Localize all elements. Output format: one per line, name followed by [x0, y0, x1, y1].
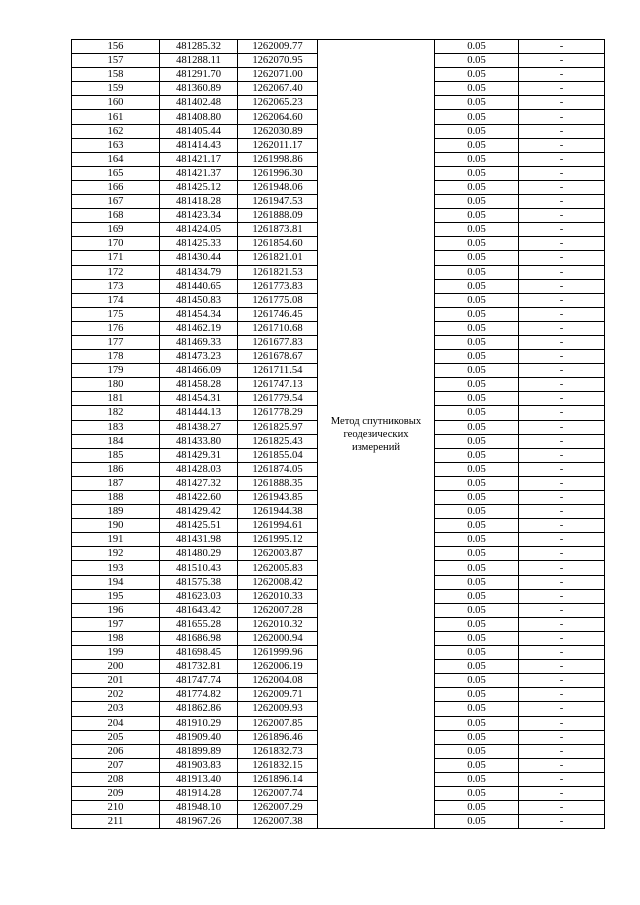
- y-coordinate-cell: 1261711.54: [238, 364, 318, 378]
- x-coordinate-cell: 481444.13: [160, 406, 238, 420]
- accuracy-cell: 0.05: [435, 152, 519, 166]
- point-number-cell: 207: [72, 758, 160, 772]
- accuracy-cell: 0.05: [435, 237, 519, 251]
- note-cell: -: [519, 491, 605, 505]
- point-number-cell: 161: [72, 110, 160, 124]
- accuracy-cell: 0.05: [435, 209, 519, 223]
- note-cell: -: [519, 744, 605, 758]
- point-number-cell: 202: [72, 688, 160, 702]
- accuracy-cell: 0.05: [435, 321, 519, 335]
- point-number-cell: 175: [72, 307, 160, 321]
- accuracy-cell: 0.05: [435, 293, 519, 307]
- note-cell: -: [519, 54, 605, 68]
- accuracy-cell: 0.05: [435, 631, 519, 645]
- accuracy-cell: 0.05: [435, 547, 519, 561]
- note-cell: -: [519, 279, 605, 293]
- y-coordinate-cell: 1261888.35: [238, 476, 318, 490]
- y-coordinate-cell: 1262010.32: [238, 617, 318, 631]
- x-coordinate-cell: 481285.32: [160, 40, 238, 54]
- y-coordinate-cell: 1262007.28: [238, 603, 318, 617]
- accuracy-cell: 0.05: [435, 533, 519, 547]
- point-number-cell: 172: [72, 265, 160, 279]
- y-coordinate-cell: 1262007.38: [238, 815, 318, 829]
- point-number-cell: 181: [72, 392, 160, 406]
- y-coordinate-cell: 1261874.05: [238, 462, 318, 476]
- accuracy-cell: 0.05: [435, 110, 519, 124]
- y-coordinate-cell: 1262007.85: [238, 716, 318, 730]
- y-coordinate-cell: 1261747.13: [238, 378, 318, 392]
- point-number-cell: 167: [72, 195, 160, 209]
- point-number-cell: 208: [72, 772, 160, 786]
- note-cell: -: [519, 124, 605, 138]
- x-coordinate-cell: 481686.98: [160, 631, 238, 645]
- y-coordinate-cell: 1262005.83: [238, 561, 318, 575]
- note-cell: -: [519, 392, 605, 406]
- x-coordinate-cell: 481433.80: [160, 434, 238, 448]
- note-cell: -: [519, 660, 605, 674]
- x-coordinate-cell: 481910.29: [160, 716, 238, 730]
- x-coordinate-cell: 481655.28: [160, 617, 238, 631]
- accuracy-cell: 0.05: [435, 561, 519, 575]
- x-coordinate-cell: 481421.17: [160, 152, 238, 166]
- note-cell: -: [519, 180, 605, 194]
- note-cell: -: [519, 462, 605, 476]
- point-number-cell: 159: [72, 82, 160, 96]
- note-cell: -: [519, 406, 605, 420]
- y-coordinate-cell: 1262006.19: [238, 660, 318, 674]
- y-coordinate-cell: 1261779.54: [238, 392, 318, 406]
- accuracy-cell: 0.05: [435, 801, 519, 815]
- accuracy-cell: 0.05: [435, 420, 519, 434]
- note-cell: -: [519, 758, 605, 772]
- accuracy-cell: 0.05: [435, 589, 519, 603]
- accuracy-cell: 0.05: [435, 335, 519, 349]
- point-number-cell: 158: [72, 68, 160, 82]
- accuracy-cell: 0.05: [435, 434, 519, 448]
- x-coordinate-cell: 481469.33: [160, 335, 238, 349]
- point-number-cell: 165: [72, 166, 160, 180]
- x-coordinate-cell: 481575.38: [160, 575, 238, 589]
- note-cell: -: [519, 335, 605, 349]
- note-cell: -: [519, 237, 605, 251]
- note-cell: -: [519, 307, 605, 321]
- coordinates-table: [71, 39, 605, 829]
- point-number-cell: 188: [72, 491, 160, 505]
- y-coordinate-cell: 1261832.73: [238, 744, 318, 758]
- accuracy-cell: 0.05: [435, 378, 519, 392]
- x-coordinate-cell: 481421.37: [160, 166, 238, 180]
- point-number-cell: 205: [72, 730, 160, 744]
- point-number-cell: 177: [72, 335, 160, 349]
- table-row: [72, 40, 605, 54]
- accuracy-cell: 0.05: [435, 758, 519, 772]
- y-coordinate-cell: 1261999.96: [238, 646, 318, 660]
- point-number-cell: 203: [72, 702, 160, 716]
- x-coordinate-cell: 481429.42: [160, 505, 238, 519]
- point-number-cell: 204: [72, 716, 160, 730]
- accuracy-cell: 0.05: [435, 674, 519, 688]
- accuracy-cell: 0.05: [435, 68, 519, 82]
- x-coordinate-cell: 481903.83: [160, 758, 238, 772]
- note-cell: -: [519, 68, 605, 82]
- y-coordinate-cell: 1262000.94: [238, 631, 318, 645]
- accuracy-cell: 0.05: [435, 815, 519, 829]
- accuracy-cell: 0.05: [435, 462, 519, 476]
- note-cell: -: [519, 716, 605, 730]
- y-coordinate-cell: 1261998.86: [238, 152, 318, 166]
- y-coordinate-cell: 1261775.08: [238, 293, 318, 307]
- x-coordinate-cell: 481428.03: [160, 462, 238, 476]
- y-coordinate-cell: 1261873.81: [238, 223, 318, 237]
- y-coordinate-cell: 1261773.83: [238, 279, 318, 293]
- note-cell: -: [519, 293, 605, 307]
- accuracy-cell: 0.05: [435, 786, 519, 800]
- y-coordinate-cell: 1262010.33: [238, 589, 318, 603]
- x-coordinate-cell: 481967.26: [160, 815, 238, 829]
- accuracy-cell: 0.05: [435, 688, 519, 702]
- point-number-cell: 160: [72, 96, 160, 110]
- note-cell: -: [519, 702, 605, 716]
- accuracy-cell: 0.05: [435, 646, 519, 660]
- note-cell: -: [519, 166, 605, 180]
- note-cell: -: [519, 82, 605, 96]
- accuracy-cell: 0.05: [435, 265, 519, 279]
- point-number-cell: 211: [72, 815, 160, 829]
- accuracy-cell: 0.05: [435, 519, 519, 533]
- y-coordinate-cell: 1262030.89: [238, 124, 318, 138]
- accuracy-cell: 0.05: [435, 730, 519, 744]
- point-number-cell: 185: [72, 448, 160, 462]
- point-number-cell: 198: [72, 631, 160, 645]
- point-number-cell: 173: [72, 279, 160, 293]
- y-coordinate-cell: 1262011.17: [238, 138, 318, 152]
- y-coordinate-cell: 1262070.95: [238, 54, 318, 68]
- y-coordinate-cell: 1261947.53: [238, 195, 318, 209]
- x-coordinate-cell: 481732.81: [160, 660, 238, 674]
- point-number-cell: 210: [72, 801, 160, 815]
- note-cell: -: [519, 350, 605, 364]
- point-number-cell: 194: [72, 575, 160, 589]
- x-coordinate-cell: 481434.79: [160, 265, 238, 279]
- accuracy-cell: 0.05: [435, 448, 519, 462]
- y-coordinate-cell: 1262009.71: [238, 688, 318, 702]
- point-number-cell: 169: [72, 223, 160, 237]
- point-number-cell: 171: [72, 251, 160, 265]
- note-cell: -: [519, 195, 605, 209]
- point-number-cell: 193: [72, 561, 160, 575]
- point-number-cell: 209: [72, 786, 160, 800]
- x-coordinate-cell: 481288.11: [160, 54, 238, 68]
- accuracy-cell: 0.05: [435, 575, 519, 589]
- y-coordinate-cell: 1262008.42: [238, 575, 318, 589]
- x-coordinate-cell: 481643.42: [160, 603, 238, 617]
- x-coordinate-cell: 481510.43: [160, 561, 238, 575]
- note-cell: -: [519, 533, 605, 547]
- y-coordinate-cell: 1262067.40: [238, 82, 318, 96]
- accuracy-cell: 0.05: [435, 660, 519, 674]
- note-cell: -: [519, 251, 605, 265]
- y-coordinate-cell: 1262003.87: [238, 547, 318, 561]
- note-cell: -: [519, 96, 605, 110]
- point-number-cell: 197: [72, 617, 160, 631]
- x-coordinate-cell: 481948.10: [160, 801, 238, 815]
- note-cell: -: [519, 434, 605, 448]
- y-coordinate-cell: 1262064.60: [238, 110, 318, 124]
- note-cell: -: [519, 617, 605, 631]
- accuracy-cell: 0.05: [435, 744, 519, 758]
- point-number-cell: 199: [72, 646, 160, 660]
- note-cell: -: [519, 801, 605, 815]
- x-coordinate-cell: 481458.28: [160, 378, 238, 392]
- point-number-cell: 191: [72, 533, 160, 547]
- accuracy-cell: 0.05: [435, 96, 519, 110]
- x-coordinate-cell: 481909.40: [160, 730, 238, 744]
- coordinates-table-body: [72, 40, 605, 829]
- x-coordinate-cell: 481402.48: [160, 96, 238, 110]
- accuracy-cell: 0.05: [435, 392, 519, 406]
- y-coordinate-cell: 1261677.83: [238, 335, 318, 349]
- accuracy-cell: 0.05: [435, 716, 519, 730]
- x-coordinate-cell: 481425.51: [160, 519, 238, 533]
- point-number-cell: 183: [72, 420, 160, 434]
- accuracy-cell: 0.05: [435, 180, 519, 194]
- y-coordinate-cell: 1261821.53: [238, 265, 318, 279]
- note-cell: -: [519, 321, 605, 335]
- y-coordinate-cell: 1261855.04: [238, 448, 318, 462]
- note-cell: -: [519, 575, 605, 589]
- note-cell: -: [519, 772, 605, 786]
- note-cell: -: [519, 448, 605, 462]
- accuracy-cell: 0.05: [435, 195, 519, 209]
- accuracy-cell: 0.05: [435, 491, 519, 505]
- note-cell: -: [519, 110, 605, 124]
- y-coordinate-cell: 1261996.30: [238, 166, 318, 180]
- y-coordinate-cell: 1262071.00: [238, 68, 318, 82]
- accuracy-cell: 0.05: [435, 406, 519, 420]
- x-coordinate-cell: 481440.65: [160, 279, 238, 293]
- y-coordinate-cell: 1261821.01: [238, 251, 318, 265]
- point-number-cell: 206: [72, 744, 160, 758]
- point-number-cell: 187: [72, 476, 160, 490]
- accuracy-cell: 0.05: [435, 505, 519, 519]
- y-coordinate-cell: 1262007.74: [238, 786, 318, 800]
- note-cell: -: [519, 378, 605, 392]
- x-coordinate-cell: 481291.70: [160, 68, 238, 82]
- method-cell: Метод спутниковых геодезических измерений: [318, 40, 435, 829]
- x-coordinate-cell: 481425.33: [160, 237, 238, 251]
- point-number-cell: 192: [72, 547, 160, 561]
- point-number-cell: 168: [72, 209, 160, 223]
- x-coordinate-cell: 481430.44: [160, 251, 238, 265]
- point-number-cell: 189: [72, 505, 160, 519]
- y-coordinate-cell: 1261943.85: [238, 491, 318, 505]
- note-cell: -: [519, 561, 605, 575]
- point-number-cell: 195: [72, 589, 160, 603]
- y-coordinate-cell: 1262009.77: [238, 40, 318, 54]
- y-coordinate-cell: 1261948.06: [238, 180, 318, 194]
- x-coordinate-cell: 481480.29: [160, 547, 238, 561]
- note-cell: -: [519, 603, 605, 617]
- x-coordinate-cell: 481414.43: [160, 138, 238, 152]
- y-coordinate-cell: 1262065.23: [238, 96, 318, 110]
- x-coordinate-cell: 481427.32: [160, 476, 238, 490]
- point-number-cell: 163: [72, 138, 160, 152]
- note-cell: -: [519, 589, 605, 603]
- x-coordinate-cell: 481473.23: [160, 350, 238, 364]
- y-coordinate-cell: 1261746.45: [238, 307, 318, 321]
- point-number-cell: 196: [72, 603, 160, 617]
- accuracy-cell: 0.05: [435, 603, 519, 617]
- x-coordinate-cell: 481418.28: [160, 195, 238, 209]
- note-cell: -: [519, 674, 605, 688]
- y-coordinate-cell: 1262007.29: [238, 801, 318, 815]
- y-coordinate-cell: 1261896.46: [238, 730, 318, 744]
- x-coordinate-cell: 481425.12: [160, 180, 238, 194]
- point-number-cell: 182: [72, 406, 160, 420]
- note-cell: -: [519, 138, 605, 152]
- accuracy-cell: 0.05: [435, 476, 519, 490]
- note-cell: -: [519, 364, 605, 378]
- accuracy-cell: 0.05: [435, 251, 519, 265]
- note-cell: -: [519, 265, 605, 279]
- x-coordinate-cell: 481914.28: [160, 786, 238, 800]
- x-coordinate-cell: 481438.27: [160, 420, 238, 434]
- point-number-cell: 166: [72, 180, 160, 194]
- note-cell: -: [519, 505, 605, 519]
- accuracy-cell: 0.05: [435, 223, 519, 237]
- note-cell: -: [519, 786, 605, 800]
- x-coordinate-cell: 481360.89: [160, 82, 238, 96]
- note-cell: -: [519, 209, 605, 223]
- accuracy-cell: 0.05: [435, 40, 519, 54]
- x-coordinate-cell: 481462.19: [160, 321, 238, 335]
- point-number-cell: 201: [72, 674, 160, 688]
- accuracy-cell: 0.05: [435, 617, 519, 631]
- accuracy-cell: 0.05: [435, 364, 519, 378]
- y-coordinate-cell: 1261825.43: [238, 434, 318, 448]
- accuracy-cell: 0.05: [435, 772, 519, 786]
- x-coordinate-cell: 481450.83: [160, 293, 238, 307]
- accuracy-cell: 0.05: [435, 166, 519, 180]
- y-coordinate-cell: 1261995.12: [238, 533, 318, 547]
- y-coordinate-cell: 1261994.61: [238, 519, 318, 533]
- x-coordinate-cell: 481466.09: [160, 364, 238, 378]
- y-coordinate-cell: 1261888.09: [238, 209, 318, 223]
- note-cell: -: [519, 815, 605, 829]
- point-number-cell: 170: [72, 237, 160, 251]
- x-coordinate-cell: 481431.98: [160, 533, 238, 547]
- x-coordinate-cell: 481454.31: [160, 392, 238, 406]
- point-number-cell: 180: [72, 378, 160, 392]
- x-coordinate-cell: 481623.03: [160, 589, 238, 603]
- point-number-cell: 156: [72, 40, 160, 54]
- point-number-cell: 179: [72, 364, 160, 378]
- note-cell: -: [519, 631, 605, 645]
- x-coordinate-cell: 481774.82: [160, 688, 238, 702]
- accuracy-cell: 0.05: [435, 82, 519, 96]
- note-cell: -: [519, 730, 605, 744]
- point-number-cell: 176: [72, 321, 160, 335]
- point-number-cell: 186: [72, 462, 160, 476]
- point-number-cell: 164: [72, 152, 160, 166]
- point-number-cell: 190: [72, 519, 160, 533]
- note-cell: -: [519, 40, 605, 54]
- x-coordinate-cell: 481424.05: [160, 223, 238, 237]
- note-cell: -: [519, 646, 605, 660]
- y-coordinate-cell: 1261825.97: [238, 420, 318, 434]
- y-coordinate-cell: 1261778.29: [238, 406, 318, 420]
- x-coordinate-cell: 481423.34: [160, 209, 238, 223]
- note-cell: -: [519, 223, 605, 237]
- accuracy-cell: 0.05: [435, 702, 519, 716]
- y-coordinate-cell: 1262004.08: [238, 674, 318, 688]
- point-number-cell: 162: [72, 124, 160, 138]
- y-coordinate-cell: 1261944.38: [238, 505, 318, 519]
- x-coordinate-cell: 481422.60: [160, 491, 238, 505]
- note-cell: -: [519, 519, 605, 533]
- x-coordinate-cell: 481698.45: [160, 646, 238, 660]
- x-coordinate-cell: 481899.89: [160, 744, 238, 758]
- accuracy-cell: 0.05: [435, 350, 519, 364]
- accuracy-cell: 0.05: [435, 124, 519, 138]
- y-coordinate-cell: 1261832.15: [238, 758, 318, 772]
- x-coordinate-cell: 481408.80: [160, 110, 238, 124]
- x-coordinate-cell: 481454.34: [160, 307, 238, 321]
- note-cell: -: [519, 547, 605, 561]
- point-number-cell: 200: [72, 660, 160, 674]
- x-coordinate-cell: 481913.40: [160, 772, 238, 786]
- note-cell: -: [519, 152, 605, 166]
- point-number-cell: 178: [72, 350, 160, 364]
- y-coordinate-cell: 1261896.14: [238, 772, 318, 786]
- note-cell: -: [519, 688, 605, 702]
- accuracy-cell: 0.05: [435, 54, 519, 68]
- point-number-cell: 184: [72, 434, 160, 448]
- accuracy-cell: 0.05: [435, 279, 519, 293]
- x-coordinate-cell: 481862.86: [160, 702, 238, 716]
- note-cell: -: [519, 476, 605, 490]
- accuracy-cell: 0.05: [435, 138, 519, 152]
- note-cell: -: [519, 420, 605, 434]
- y-coordinate-cell: 1261710.68: [238, 321, 318, 335]
- y-coordinate-cell: 1262009.93: [238, 702, 318, 716]
- x-coordinate-cell: 481405.44: [160, 124, 238, 138]
- y-coordinate-cell: 1261678.67: [238, 350, 318, 364]
- point-number-cell: 174: [72, 293, 160, 307]
- point-number-cell: 157: [72, 54, 160, 68]
- x-coordinate-cell: 481747.74: [160, 674, 238, 688]
- x-coordinate-cell: 481429.31: [160, 448, 238, 462]
- accuracy-cell: 0.05: [435, 307, 519, 321]
- y-coordinate-cell: 1261854.60: [238, 237, 318, 251]
